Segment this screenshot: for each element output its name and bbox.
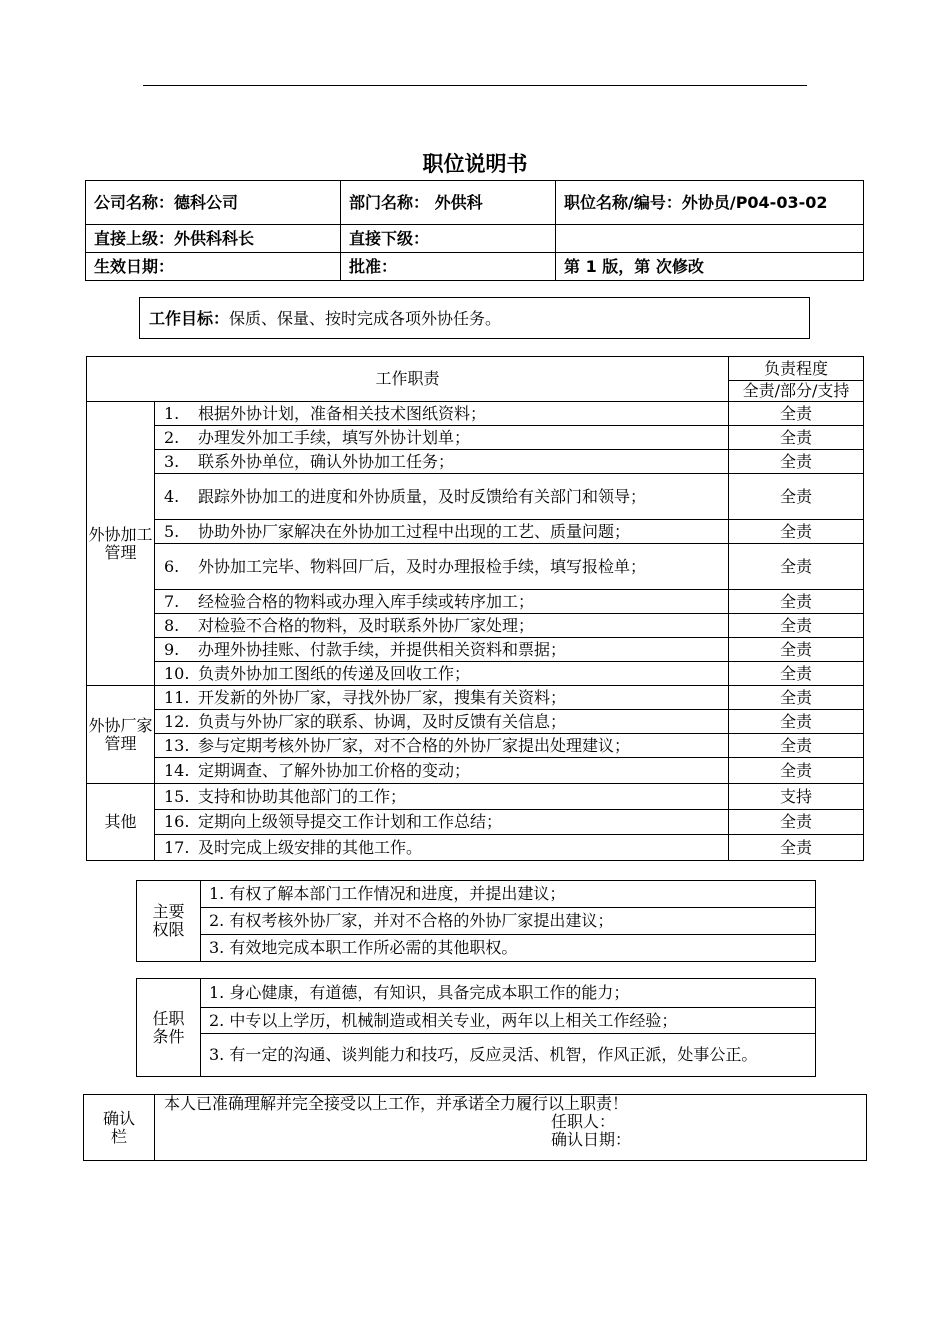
- confirmation-table: [83, 1094, 867, 1161]
- requirements-table: [136, 978, 816, 1077]
- duty-item: 1. 根据外协计划，准备相关技术图纸资料；: [155, 402, 729, 426]
- duty-level: 全责: [729, 426, 864, 450]
- duty-item: 11. 开发新的外协厂家，寻找外协厂家，搜集有关资料；: [155, 686, 729, 710]
- authority-table: [136, 880, 816, 962]
- duty-level: 全责: [729, 835, 864, 861]
- empty-cell: [556, 225, 864, 253]
- work-goal-label: 工作目标：: [149, 309, 230, 328]
- duty-level: 全责: [729, 638, 864, 662]
- duty-item: 10. 负责外协加工图纸的传递及回收工作；: [155, 662, 729, 686]
- duty-level: 全责: [729, 474, 864, 520]
- duty-item: 13. 参与定期考核外协厂家，对不合格的外协厂家提出处理建议；: [155, 734, 729, 758]
- category-cell: 外协厂家管理: [87, 686, 155, 784]
- duty-item: 8. 对检验不合格的物料，及时联系外协厂家处理；: [155, 614, 729, 638]
- duty-item: 7. 经检验合格的物料或办理入库手续或转序加工；: [155, 590, 729, 614]
- duty-level: 全责: [729, 590, 864, 614]
- duty-level: 支持: [729, 784, 864, 810]
- duty-level: 全责: [729, 710, 864, 734]
- version-info: 第 1 版，第 次修改: [556, 253, 864, 281]
- duty-level: 全责: [729, 402, 864, 426]
- duties-header: 工作职责: [87, 357, 729, 402]
- duty-item: 3. 联系外协单位，确认外协加工任务；: [155, 450, 729, 474]
- level-header: 负责程度: [729, 357, 864, 381]
- requirements-label: 任职条件: [137, 979, 201, 1077]
- signer-field: 任职人：: [551, 1112, 616, 1131]
- direct-superior: 直接上级：外供科科长: [86, 225, 341, 253]
- duty-item: 6. 外协加工完毕、物料回厂后，及时办理报检手续，填写报检单；: [155, 544, 729, 590]
- requirement-item: 2. 中专以上学历，机械制造或相关专业，两年以上相关工作经验；: [201, 1008, 816, 1034]
- approval: 批准：: [341, 253, 556, 281]
- position-info-table: [85, 180, 864, 281]
- position-name: 职位名称/编号：外协员/P04-03-02: [556, 181, 864, 225]
- duty-item: 17. 及时完成上级安排的其他工作。: [155, 835, 729, 861]
- duty-level: 全责: [729, 450, 864, 474]
- duty-item: 9. 办理外协挂账、付款手续，并提供相关资料和票据；: [155, 638, 729, 662]
- duty-level: 全责: [729, 734, 864, 758]
- duty-level: 全责: [729, 520, 864, 544]
- authority-item: 3. 有效地完成本职工作所必需的其他职权。: [201, 935, 816, 962]
- duty-level: 全责: [729, 810, 864, 835]
- work-goal-text: 保质、保量、按时完成各项外协任务。: [229, 309, 502, 328]
- duty-item: 12. 负责与外协厂家的联系、协调，及时反馈有关信息；: [155, 710, 729, 734]
- duties-table: [86, 356, 864, 861]
- category-cell: 其他: [87, 784, 155, 861]
- effective-date: 生效日期：: [86, 253, 341, 281]
- duty-level: 全责: [729, 758, 864, 784]
- confirmation-body: [155, 1095, 867, 1161]
- duty-level: 全责: [729, 614, 864, 638]
- requirement-item: 1. 身心健康，有道德，有知识，具备完成本职工作的能力；: [201, 979, 816, 1008]
- authority-item: 2. 有权考核外协厂家，并对不合格的外协厂家提出建议；: [201, 908, 816, 935]
- level-subheader: 全责/部分/支持: [729, 381, 864, 402]
- duty-item: 15. 支持和协助其他部门的工作；: [155, 784, 729, 810]
- confirmation-statement: 本人已准确理解并完全接受以上工作，并承诺全力履行以上职责！: [164, 1094, 629, 1113]
- duty-item: 14. 定期调查、了解外协加工价格的变动；: [155, 758, 729, 784]
- company-name: 公司名称：德科公司: [86, 181, 341, 225]
- authority-item: 1. 有权了解本部门工作情况和进度，并提出建议；: [201, 881, 816, 908]
- confirm-date-field: 确认日期：: [551, 1130, 632, 1149]
- duty-level: 全责: [729, 544, 864, 590]
- duty-item: 16. 定期向上级领导提交工作计划和工作总结；: [155, 810, 729, 835]
- document-title: 职位说明书: [422, 152, 528, 176]
- authority-label: 主要权限: [137, 881, 201, 962]
- category-cell: 外协加工管理: [87, 402, 155, 686]
- work-goal: [139, 297, 810, 339]
- requirement-item: 3. 有一定的沟通、谈判能力和技巧，反应灵活、机智，作风正派，处事公正。: [201, 1034, 816, 1077]
- confirmation-label: 确认栏: [84, 1095, 155, 1161]
- duty-level: 全责: [729, 686, 864, 710]
- duty-item: 2. 办理发外加工手续，填写外协计划单；: [155, 426, 729, 450]
- direct-subordinate: 直接下级：: [341, 225, 556, 253]
- header-rule: [143, 85, 807, 86]
- department-name: 部门名称： 外供科: [341, 181, 556, 225]
- duty-item: 5. 协助外协厂家解决在外协加工过程中出现的工艺、质量问题；: [155, 520, 729, 544]
- duty-level: 全责: [729, 662, 864, 686]
- duty-item: 4. 跟踪外协加工的进度和外协质量，及时反馈给有关部门和领导；: [155, 474, 729, 520]
